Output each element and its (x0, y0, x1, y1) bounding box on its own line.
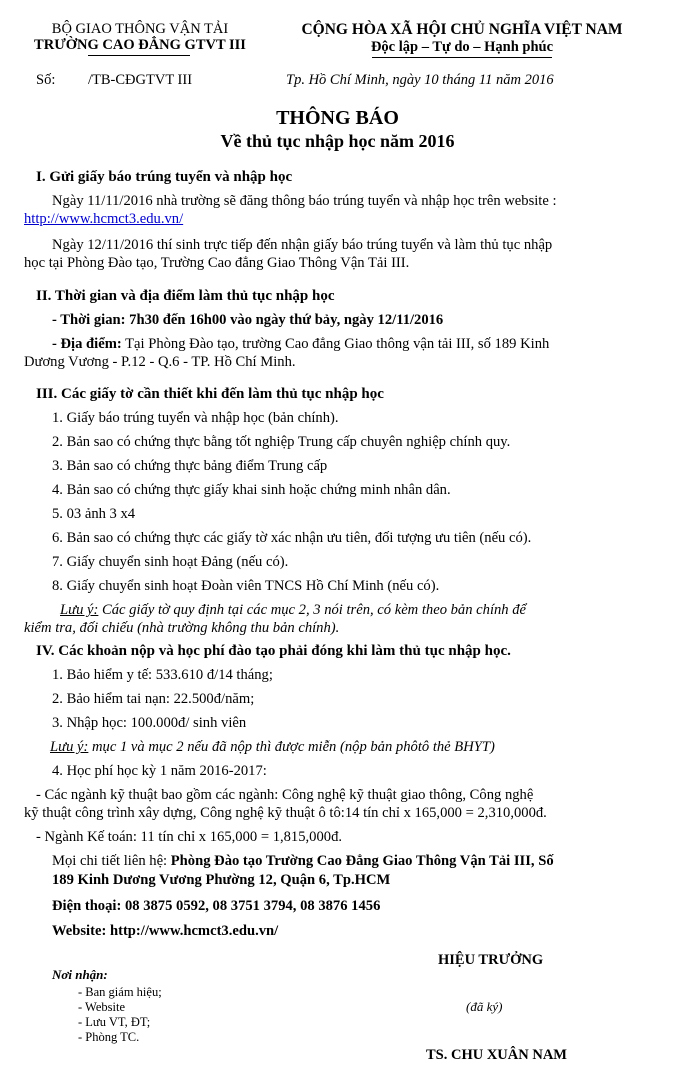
section-1-paragraph-2a: Ngày 12/11/2016 thí sinh trực tiếp đến nhận giấy báo trúng tuyển và làm thủ tục nhập (52, 237, 553, 253)
document-title: THÔNG BÁO (276, 107, 399, 129)
list-item: 8. Giấy chuyển sinh hoạt Đoàn viên TNCS Hồ Chí Minh (nếu có). (52, 578, 440, 594)
recipient-item: - Phòng TC. (78, 1030, 140, 1044)
national-motto: Độc lập – Tự do – Hạnh phúc (370, 39, 554, 55)
section-2-heading: II. Thời gian và địa điểm làm thủ tục nhập học (36, 288, 335, 304)
contact-intro: Mọi chi tiết liên hệ: (52, 853, 171, 869)
note-text: mục 1 và mục 2 nếu đã nộp thì được miễn (nộp bản phôtô thẻ BHYT) (88, 739, 495, 755)
contact-line-2: 189 Kinh Dương Vương Phường 12, Quận 6, Tp.HCM (52, 872, 391, 888)
list-item: 5. 03 ảnh 3 x4 (52, 506, 136, 522)
list-item: 4. Bản sao có chứng thực giấy khai sinh hoặc chứng minh nhân dân. (52, 482, 451, 498)
contact-line-1 (52, 852, 554, 870)
recipient-item: - Lưu VT, ĐT; (78, 1015, 151, 1029)
place-date: Tp. Hồ Chí Minh, ngày 10 tháng 11 năm 2016 (286, 72, 554, 88)
section-1-paragraph-1: Ngày 11/11/2016 nhà trường sẽ đăng thông báo trúng tuyển và nhập học trên website : (52, 193, 557, 209)
header-right-underline (372, 57, 552, 58)
section-3-note-line-1 (60, 601, 526, 619)
ministry-name: BỘ GIAO THÔNG VẬN TẢI (51, 21, 229, 37)
contact-office: Phòng Đào tạo Trường Cao Đẳng Giao Thông Vận Tải III, Số (170, 853, 554, 869)
place-text: Tại Phòng Đào tạo, trường Cao đẳng Giao thông vận tải III, số 189 Kinh (121, 336, 550, 352)
recipient-item: - Ban giám hiệu; (78, 985, 162, 999)
signer-title: HIỆU TRƯỞNG (438, 952, 544, 968)
list-item: 7. Giấy chuyển sinh hoạt Đảng (nếu có). (52, 554, 289, 570)
recipients-label: Nơi nhận: (52, 967, 108, 982)
section-3-heading: III. Các giấy tờ cần thiết khi đến làm thủ tục nhập học (36, 386, 384, 402)
website-link[interactable]: http://www.hcmct3.edu.vn/ (24, 211, 184, 227)
place-label: - Địa điểm: (52, 336, 122, 352)
contact-phone: Điện thoại: 08 3875 0592, 08 3751 3794, 08 3876 1456 (52, 898, 381, 914)
list-item: 2. Bảo hiểm tai nạn: 22.500đ/năm; (52, 691, 255, 707)
list-item: 6. Bản sao có chứng thực các giấy tờ xác nhận ưu tiên, đối tượng ưu tiên (nếu có). (52, 530, 532, 546)
fee-technical-line-1: - Các ngành kỹ thuật bao gồm các ngành: Công nghệ kỹ thuật giao thông, Công nghệ (36, 787, 534, 803)
list-item: 3. Nhập học: 100.000đ/ sinh viên (52, 715, 247, 731)
section-4-note (50, 738, 495, 756)
list-item: 3. Bản sao có chứng thực bảng điểm Trung cấp (52, 458, 328, 474)
contact-website: Website: http://www.hcmct3.edu.vn/ (52, 923, 279, 939)
section-1-heading: I. Gửi giấy báo trúng tuyển và nhập học (36, 169, 293, 185)
note-text: Các giấy tờ quy định tại các mục 2, 3 nói trên, có kèm theo bản chính để (98, 602, 527, 618)
document-subtitle: Về thủ tục nhập học năm 2016 (220, 131, 455, 151)
note-label: Lưu ý: (60, 602, 99, 618)
recipient-item: - Website (78, 1000, 126, 1014)
section-2-place-line-2: Dương Vương - P.12 - Q.6 - TP. Hồ Chí Minh. (24, 354, 296, 370)
signer-name: TS. CHU XUÂN NAM (426, 1047, 567, 1063)
header-left-underline (88, 55, 190, 56)
fee-accounting: - Ngành Kế toán: 11 tín chỉ x 165,000 = 1,815,000đ. (36, 829, 343, 845)
signed-note: (đã ký) (466, 999, 503, 1014)
section-4-heading: IV. Các khoản nộp và học phí đào tạo phải đóng khi làm thủ tục nhập học. (36, 643, 511, 659)
list-item: 2. Bản sao có chứng thực bằng tốt nghiệp Trung cấp chuyên nghiệp chính quy. (52, 434, 511, 450)
list-item: 4. Học phí học kỳ 1 năm 2016-2017: (52, 763, 267, 779)
section-2-place-line-1 (52, 335, 549, 353)
reference-label: Số: (36, 72, 56, 88)
reference-number: /TB-CĐGTVT III (88, 72, 193, 88)
list-item: 1. Bảo hiểm y tế: 533.610 đ/14 tháng; (52, 667, 273, 683)
republic-name: CỘNG HÒA XÃ HỘI CHỦ NGHĨA VIỆT NAM (301, 21, 623, 38)
section-3-note-line-2: kiểm tra, đối chiếu (nhà trường không thu bản chính). (24, 620, 340, 636)
fee-technical-line-2: kỹ thuật công trình xây dựng, Công nghệ kỹ thuật ô tô:14 tín chỉ x 165,000 = 2,310,000đ. (24, 805, 547, 821)
section-2-time: - Thời gian: 7h30 đến 16h00 vào ngày thứ bảy, ngày 12/11/2016 (52, 312, 444, 328)
list-item: 1. Giấy báo trúng tuyển và nhập học (bản chính). (52, 410, 339, 426)
note-label: Lưu ý: (50, 739, 89, 755)
school-name: TRƯỜNG CAO ĐẲNG GTVT III (34, 37, 246, 53)
section-1-paragraph-2b: học tại Phòng Đào tạo, Trường Cao đẳng Giao Thông Vận Tải III. (24, 255, 410, 271)
